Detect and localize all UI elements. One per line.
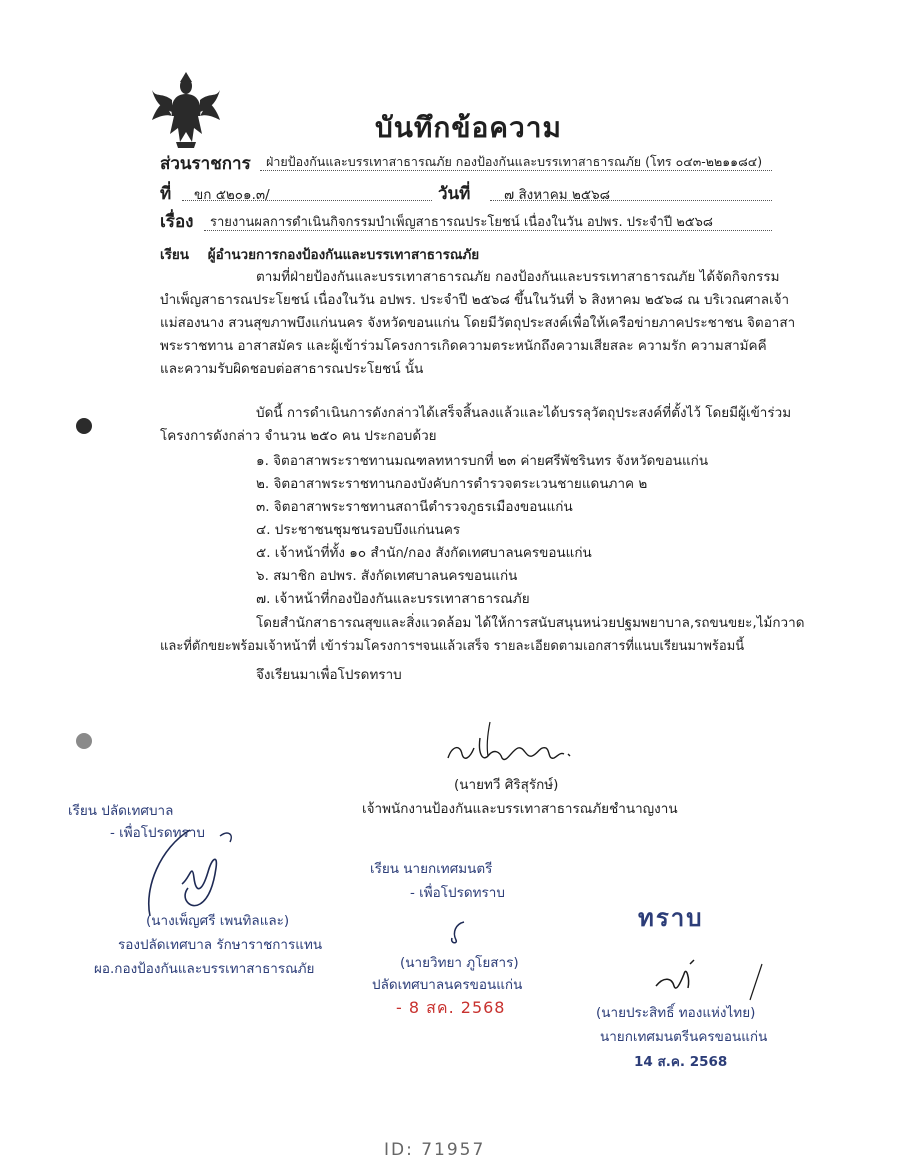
ref-value: ขก ๕๒๐๑.๓/: [194, 187, 270, 203]
left-endorse-note: - เพื่อโปรดทราบ: [110, 825, 205, 841]
list-item: ๓. จิตอาสาพระราชทานสถานีตำรวจภูธรเมืองขอนแก่น: [256, 499, 573, 515]
memo-title: บันทึกข้อความ: [375, 111, 562, 144]
salutation-label: เรียน: [160, 247, 190, 263]
ref-row: [160, 180, 772, 204]
salutation-to: ผู้อำนวยการกองป้องกันและบรรเทาสาธารณภัย: [207, 247, 480, 263]
garuda-emblem: [150, 72, 222, 150]
closing-line: จึงเรียนมาเพื่อโปรดทราบ: [256, 667, 402, 683]
paragraph-1: [160, 266, 796, 381]
subject-value: รายงานผลการดำเนินกิจกรรมบำเพ็ญสาธารณประโยชน์ เนื่องในวัน อปพร. ประจำปี ๒๕๖๘: [210, 215, 713, 230]
left-endorse-position-2: ผอ.กองป้องกันและบรรเทาสาธารณภัย: [94, 961, 315, 977]
right-endorse-position: นายกเทศมนตรีนครขอนแก่น: [600, 1029, 768, 1045]
agency-label: ส่วนราชการ: [160, 154, 251, 174]
para1-line: พระราชทาน อาสาสมัคร และผู้เข้าร่วมโครงการเกิดความตระหนักถึงความเสียสละ ความรัก ความสามัคคี: [160, 338, 767, 354]
paragraph-3: [160, 612, 805, 658]
para3-line: โดยสำนักสาธารณสุขและสิ่งแวดล้อม ได้ให้การสนับสนุนหน่วยปฐมพยาบาล,รถขนขยะ,ไม้กวาด: [256, 615, 805, 631]
date-value: ๗ สิงหาคม ๒๕๖๘: [504, 187, 611, 203]
right-endorse-date: 14 ส.ค. 2568: [634, 1054, 728, 1070]
agency-row: [160, 150, 772, 174]
right-endorse-name: (นายประสิทธิ์ ทองแห่งไทย): [596, 1005, 756, 1021]
subject-label: เรื่อง: [160, 212, 194, 232]
date-label: วันที่: [438, 184, 471, 204]
paragraph-2: [160, 402, 792, 448]
agency-value: ฝ่ายป้องกันและบรรเทาสาธารณภัย กองป้องกันและบรรเทาสาธารณภัย (โทร ๐๔๓-๒๒๑๑๘๔): [266, 154, 763, 169]
punch-hole-bottom: [76, 733, 92, 749]
middle-endorse-note: - เพื่อโปรดทราบ: [410, 885, 505, 901]
para2-line: โครงการดังกล่าว จำนวน ๒๕๐ คน ประกอบด้วย: [160, 428, 437, 444]
salutation: [160, 244, 479, 267]
middle-endorse-to: เรียน นายกเทศมนตรี: [370, 861, 493, 877]
para2-line: บัดนี้ การดำเนินการดังกล่าวได้เสร็จสิ้นลงแล้วและได้บรรลุวัตถุประสงค์ที่ตั้งไว้ โดยมีผู้เข้าร่วม: [256, 405, 792, 421]
footer-id-note: ID: 71957: [384, 1140, 486, 1160]
left-endorse-to: เรียน ปลัดเทศบาล: [68, 803, 174, 819]
ref-label: ที่: [160, 184, 172, 204]
list-item: ๕. เจ้าหน้าที่ทั้ง ๑๐ สำนัก/กอง สังกัดเทศบาลนครขอนแก่น: [256, 545, 592, 561]
middle-signature: [446, 918, 476, 948]
signer-position: เจ้าพนักงานป้องกันและบรรเทาสาธารณภัยชำนาญงาน: [362, 801, 678, 817]
left-endorse-position-1: รองปลัดเทศบาล รักษาราชการแทน: [118, 937, 323, 953]
middle-endorse-name: (นายวิทยา ภูโยสาร): [400, 955, 519, 971]
subject-row: [160, 208, 772, 234]
para1-line: และความรับผิดชอบต่อสาธารณประโยชน์ นั้น: [160, 361, 424, 377]
signer-signature: [440, 718, 580, 770]
para1-line: ตามที่ฝ่ายป้องกันและบรรเทาสาธารณภัย กองป้องกันและบรรเทาสาธารณภัย ได้จัดกิจกรรม: [256, 269, 780, 285]
list-item: ๑. จิตอาสาพระราชทานมณฑลทหารบกที่ ๒๓ ค่ายศรีพัชรินทร จังหวัดขอนแก่น: [256, 453, 709, 469]
list-item: ๒. จิตอาสาพระราชทานกองบังคับการตำรวจตระเวนชายแดนภาค ๒: [256, 476, 648, 492]
list-item: ๗. เจ้าหน้าที่กองป้องกันและบรรเทาสาธารณภัย: [256, 591, 530, 607]
left-endorse-name: (นางเพ็ญศรี เพนทิลและ): [146, 913, 290, 929]
participant-list: [256, 450, 776, 611]
right-stamp-acknowledged: ทราบ: [638, 904, 704, 932]
middle-endorse-date: - 8 สค. 2568: [396, 998, 506, 1017]
para1-line: บำเพ็ญสาธารณประโยชน์ เนื่องในวัน อปพร. ประจำปี ๒๕๖๘ ขึ้นในวันที่ ๖ สิงหาคม ๒๕๖๘ ณ บริเวณศาลเจ้า: [160, 292, 790, 308]
punch-hole-top: [76, 418, 92, 434]
para3-line: และที่ตักขยะพร้อมเจ้าหน้าที่ เข้าร่วมโครงการฯจนแล้วเสร็จ รายละเอียดตามเอกสารที่แนบเรียนมาพร้อมนี้: [160, 639, 745, 654]
middle-endorse-position: ปลัดเทศบาลนครขอนแก่น: [372, 977, 523, 993]
right-signature: [654, 956, 780, 1002]
signer-name: (นายทวี ศิริสุรักษ์): [454, 777, 559, 793]
para1-line: แม่สองนาง สวนสุขภาพบึงแก่นนคร จังหวัดขอนแก่น โดยมีวัตถุประสงค์เพื่อให้เครือข่ายภาคประชาชน จิตอาสา: [160, 315, 796, 331]
list-item: ๖. สมาชิก อปพร. สังกัดเทศบาลนครขอนแก่น: [256, 568, 518, 584]
list-item: ๔. ประชาชนชุมชนรอบบึงแก่นนคร: [256, 522, 461, 538]
